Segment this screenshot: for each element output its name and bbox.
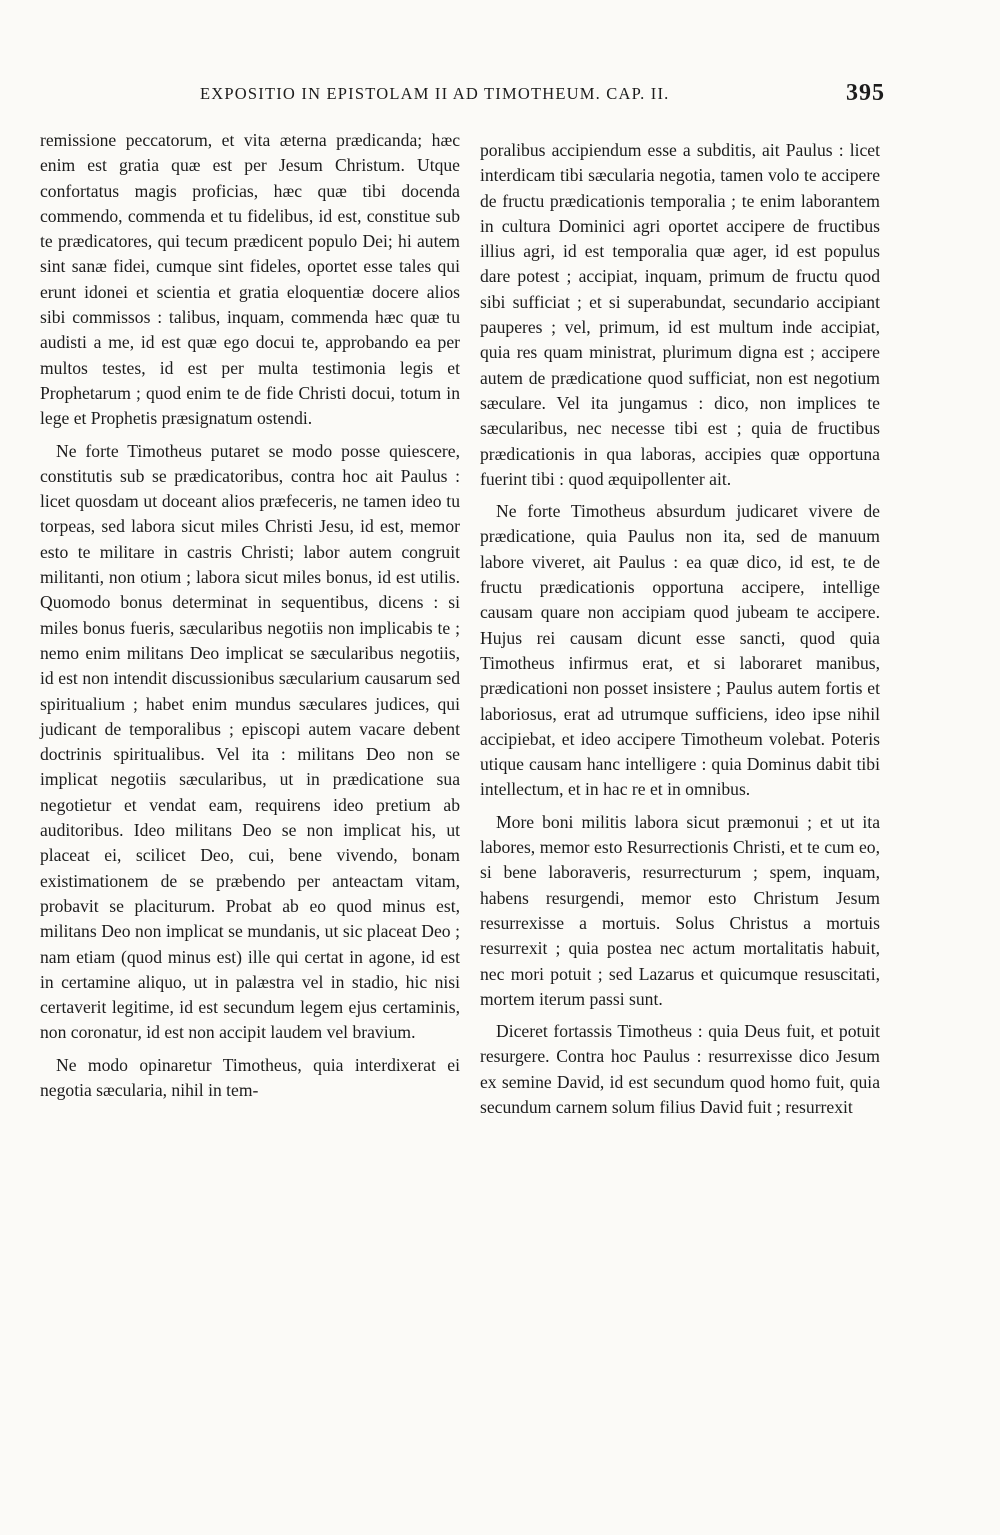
paragraph: More boni militis labora sicut præmonui ; et ut ita labores, memor esto Resurrectionis Christi, et te cum eo, si bene laboraveris, resurrecturum ; spem, inquam, habens resurgendi, memor esto Christum Jesum resurrexisse a mortuis. Solus Christus a mortuis resurrexit ; quia postea nec actum mortalitatis habuit, nec mori potuit ; sed Lazarus et quicumque resuscitati, mortem iterum passi sunt. <box>480 811 880 1009</box>
running-title: EXPOSITIO IN EPISTOLAM II AD TIMOTHEUM. CAP. II. <box>200 84 670 103</box>
paragraph: poralibus accipiendum esse a subditis, ait Paulus : licet interdicam tibi sæcularia negotia, tamen volo te accipere de fructu prædicationis temporalia ; te enim laborantem in cultura Dominici agri oportet accipere de fructibus illius agri, id est temporalia quæ ager, id est populus dare potest ; accipiat, inquam, primum de fructu quod sibi sufficiat ; et si superabundat, secundario accipiant pauperes ; vel, primum, id est multum inde accipiat, quia res quam ministrat, plurimum digna est ; accipere autem de prædicatione quod sufficiat, non est negotium sæculare. Vel ita jungamus : dico, non implices te sæcularibus, nec necesse tibi est ; quia de fructibus prædicationis in qua laboras, accipies quæ opportuna fuerint tibi : quod æquipollenter ait. <box>480 140 880 489</box>
paragraph: Diceret fortassis Timotheus : quia Deus fuit, et potuit resurgere. Contra hoc Paulus : resurrexisse dico Jesum ex semine David, id est secundum quod homo fuit, quia secundum carnem solum filius David fuit ; resurrexit <box>480 1021 880 1117</box>
paragraph: remissione peccatorum, et vita æterna prædicanda; hæc enim est gratia quæ est per Jesum Christum. Utque confortatus magis proficias, hæc quæ tibi docenda commendo, commenda et tu fidelibus, id est, constitue sub te prædicatores, qui tecum prædicent populo Dei; hi autem sint sanæ fidei, cumque sint fideles, oportet esse tales qui erunt idonei et scientia et gratia eloquentiæ docere alios sibi commissos : talibus, inquam, commenda hæc quæ tu audisti a me, id est quæ ego docui te, approbando ea per multos testes, id est per multa testimonia legis et Prophetarum ; quod enim te de fide Christi docui, totum in lege et Prophetis præsignatum ostendi. <box>40 130 460 429</box>
left-column <box>40 128 460 1110</box>
paragraph: Ne forte Timotheus absurdum judicaret vivere de prædicatione, quia Paulus non ita, sed de manuum labore viveret, ait Paulus : ea quæ dico, id est, te de fructu prædicationis opportuna accipere, intellige causam quare non accipiam quod jubeam te accipere. Hujus rei causam dicunt esse sancti, quod quia Timotheus infirmus erat, et si laboraret manibus, prædicationi non posset insistere ; Paulus autem fortis et laboriosus, erat ad utrumque sufficiens, ideo ipse nihil accipiebat, et ideo accipere Timotheum volebat. Poteris utique causam hanc intelligere : quia Dominus dabit tibi intellectum, et in hac re et in omnibus. <box>480 501 880 800</box>
paragraph: Ne modo opinaretur Timotheus, quia interdixerat ei negotia sæcularia, nihil in tem- <box>40 1054 460 1100</box>
page-number: 395 <box>846 80 885 106</box>
paragraph: Ne forte Timotheus putaret se modo posse quiescere, constitutis sub se prædicatoribus, contra hoc ait Paulus : licet quosdam ut doceant alios præfeceris, ne tamen ideo tu torpeas, sed labora sicut miles Christi Jesu, id est, memor esto te militare in castris Christi; labor autem congruit militanti, non otium ; labora sicut miles bonus, id est utilis. Quomodo bonus determinat in sequentibus, dicens : si miles bonus fueris, sæcularibus negotiis non implicabis te ; nemo enim militans Deo implicat se sæcularibus negotiis, id est non intendit discussionibus sæcularium causarum sed spiritualium ; habet enim mundus sæculares judices, qui judicant de temporalibus ; episcopi autem vacare debent doctrinis spiritualibus. Vel ita : militans Deo non se implicat negotiis sæcularibus, ut in prædicatione sua negotietur et vendat eam, requirens ideo pretium ab auditoribus. Ideo militans Deo se non implicat his, ut placeat ei, scilicet Deo, cui, bene vivendo, bonam existimationem de se præbendo per anteactam vitam, probavit se placiturum. Probat ab eo quod minus est, militans Deo non implicat se mundanis, ut sic placeat Deo ; nam etiam (quod minus est) ille qui certat in agone, id est in certamine aliquo, ut in palæstra vel in stadio, hic nisi certaverit legitime, id est secundum legem ejus certaminis, non coronatur, id est non accipit laudem vel bravium. <box>40 440 460 1043</box>
right-column <box>480 138 880 1127</box>
